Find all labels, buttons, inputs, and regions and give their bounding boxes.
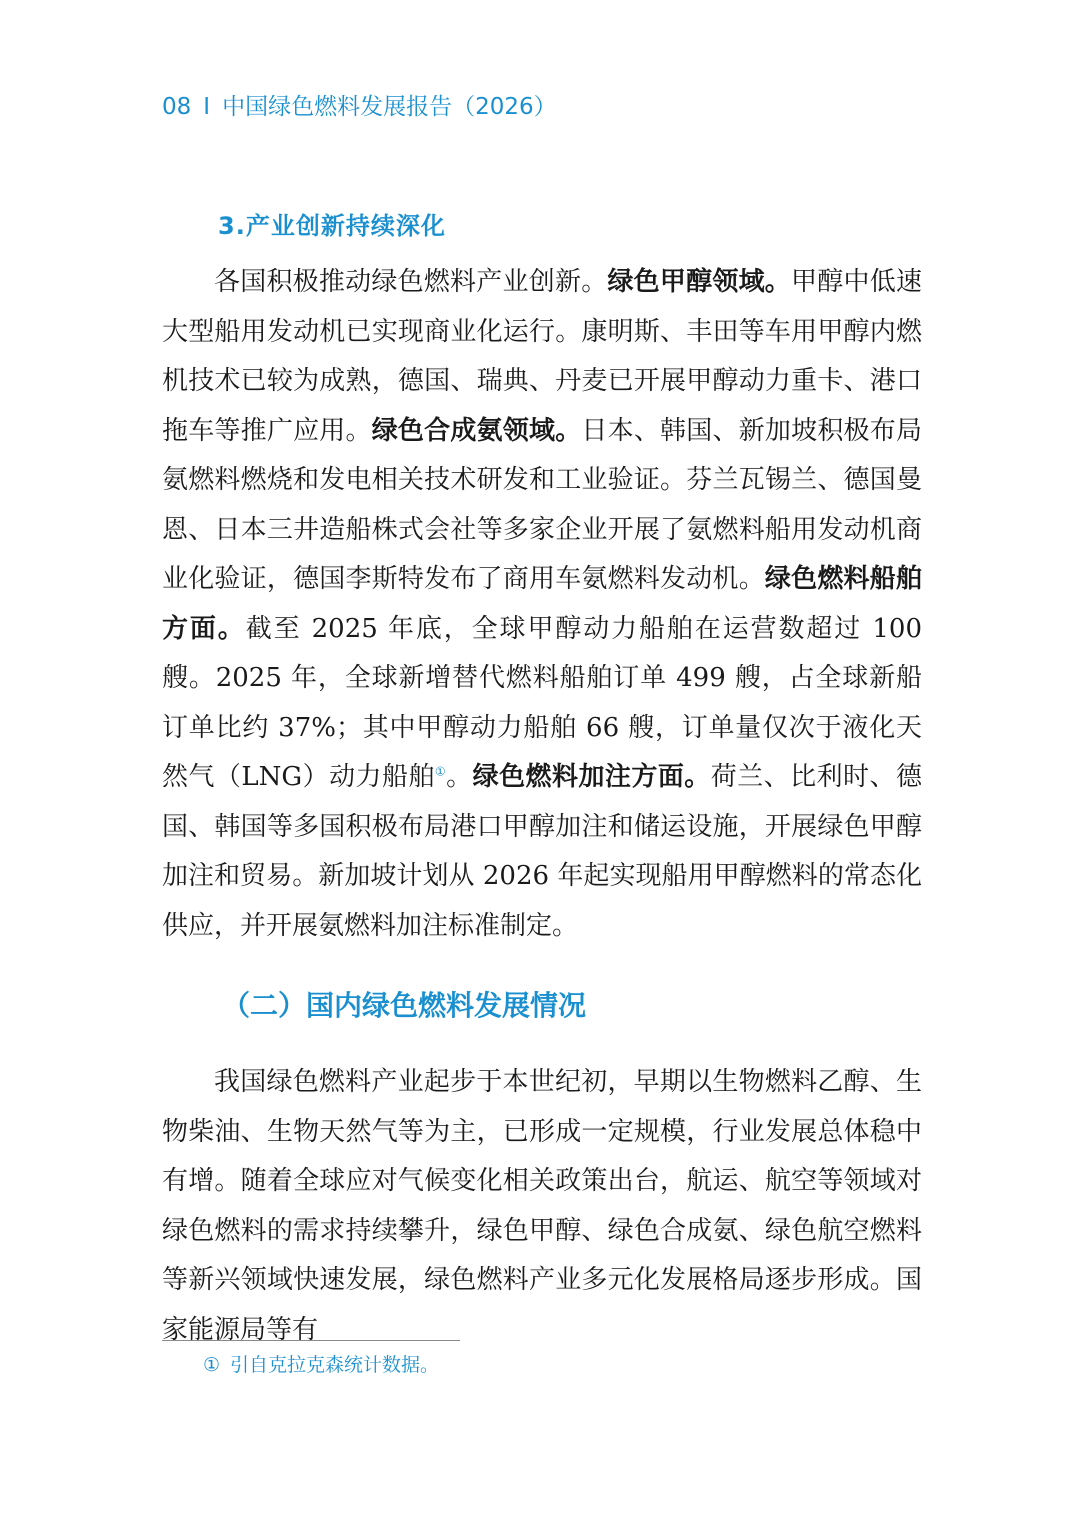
- text-run: 日本、韩国、新加坡积极布局氨燃料燃烧和发电相关技术研发和工业验证。芬兰瓦锡兰、德国曼恩、日本三井造船株式会社等多家企业开展了氨燃料船用发动机商业化验证，德国李斯特发布了商用车氨燃料发动机。: [162, 415, 922, 594]
- header-separator: I: [203, 94, 211, 120]
- footnote-mark: ①: [203, 1354, 221, 1376]
- text-run: 荷兰、比利时、德国、韩国等多国积极布局港口甲醇加注和储运设施，开展绿色甲醇加注和贸易。新加坡计划从 2026 年起实现船用甲醇燃料的常态化供应，并开展氨燃料加注标准制定。: [162, 762, 922, 941]
- paragraph-industry-innovation: [162, 258, 922, 951]
- text-run: 各国积极推动绿色燃料产业创新。: [214, 267, 608, 297]
- bold-lead-methanol: 绿色甲醇领域。: [607, 267, 792, 297]
- paragraph-body: [162, 258, 922, 951]
- text-run: 。: [446, 762, 473, 792]
- paragraph-body: 我国绿色燃料产业起步于本世纪初，早期以生物燃料乙醇、生物柴油、生物天然气等为主，已形成一定规模，行业发展总体稳中有增。随着全球应对气候变化相关政策出台，航运、航空等领域对绿色燃料的需求持续攀升，绿色甲醇、绿色合成氨、绿色航空燃料等新兴领域快速发展，绿色燃料产业多元化发展格局逐步形成。国家能源局等有: [162, 1067, 922, 1345]
- footnote: [203, 1350, 439, 1380]
- section-heading: （二）国内绿色燃料发展情况: [222, 989, 587, 1022]
- bold-lead-ships: 绿色燃料船舶方面。: [162, 564, 922, 644]
- text-run: 截至 2025 年底，全球甲醇动力船舶在运营数超过 100 艘。2025 年，全球新增替代燃料船舶订单 499 艘，占全球新船订单比约 37%；其中甲醇动力船舶 66 艘，订单量仅次于液化天然气（LNG）动力船舶: [162, 613, 922, 792]
- running-header: [162, 90, 557, 124]
- subsection-heading: 3.产业创新持续深化: [218, 212, 446, 240]
- page-number: 08: [162, 94, 192, 120]
- text-run: 甲醇中低速大型船用发动机已实现商业化运行。康明斯、丰田等车用甲醇内燃机技术已较为成熟，德国、瑞典、丹麦已开展甲醇动力重卡、港口拖车等推广应用。: [162, 267, 922, 446]
- footnote-reference[interactable]: ①: [434, 764, 447, 779]
- footnote-text: 引自克拉克森统计数据。: [230, 1354, 440, 1376]
- report-title: 中国绿色燃料发展报告（2026）: [222, 94, 557, 120]
- bold-lead-ammonia: 绿色合成氨领域。: [371, 415, 582, 446]
- footnote-divider: [162, 1340, 460, 1341]
- bold-lead-bunkering: 绿色燃料加注方面。: [472, 762, 711, 792]
- paragraph-domestic: [162, 1058, 922, 1355]
